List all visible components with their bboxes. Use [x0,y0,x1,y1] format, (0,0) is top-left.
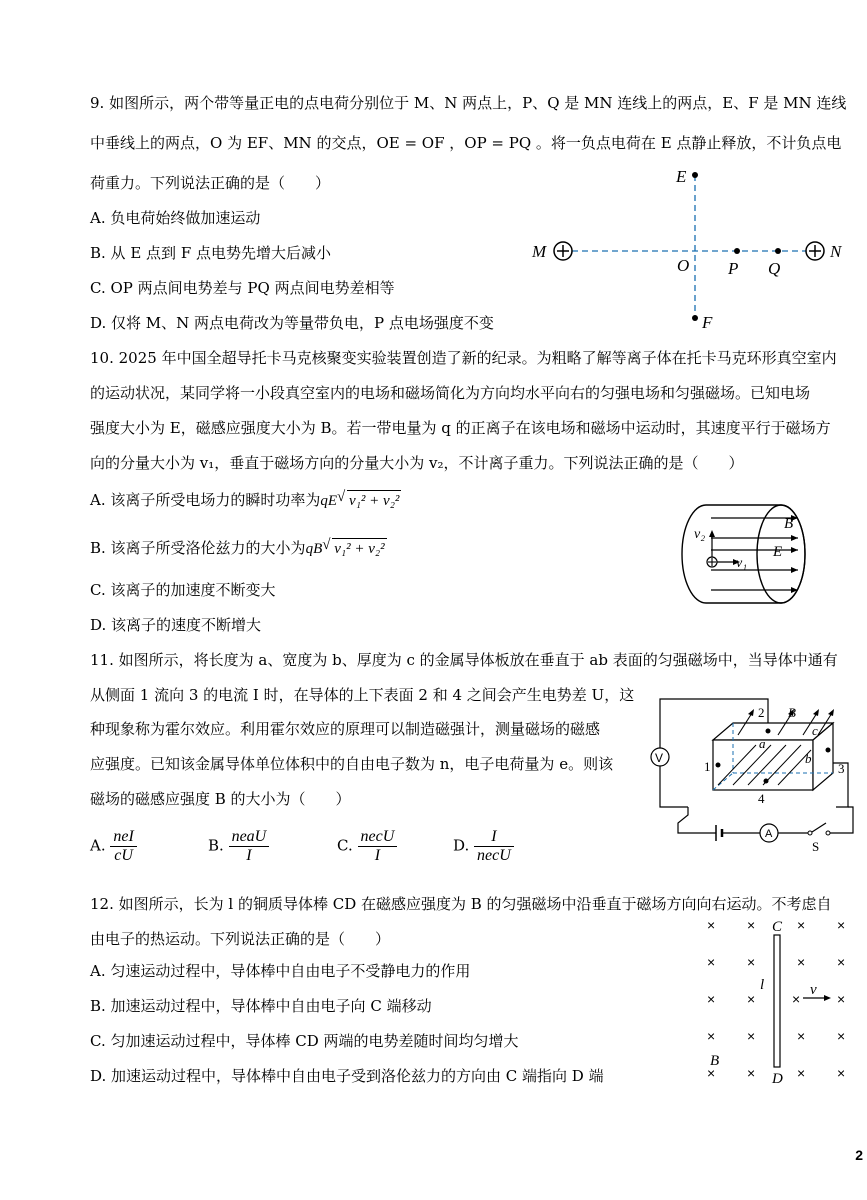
svg-text:×: × [747,917,756,933]
q10-option-a-text: A. 该离子所受电场力的瞬时功率为 [90,491,321,509]
svg-text:D: D [772,1071,783,1087]
q11-option-c: C. $\frac{\text{necU}}{I}$ [337,828,397,865]
svg-text:×: × [707,1028,716,1044]
svg-text:3: 3 [838,761,845,776]
label-o: O [677,256,690,275]
label-q: Q [768,259,781,278]
q12-stem-line1: 12. 如图所示，长为 l 的铜质导体棒 CD 在磁感应强度为 B 的匀强磁场中沿垂直于磁场方向向右运动。不考虑自 [90,895,832,913]
svg-text:×: × [707,1065,716,1081]
q11-option-a: A. $\frac{\text{neI}}{cU}$ [90,828,137,865]
svg-text:×: × [837,991,846,1007]
svg-text:×: × [707,954,716,970]
switch-icon [808,823,830,835]
label-m: M [532,242,547,261]
page-number: 2 [855,1147,863,1163]
q10-option-d: D. 该离子的速度不断增大 [90,616,262,634]
svg-text:×: × [792,991,801,1007]
svg-text:×: × [707,991,716,1007]
charge-m-icon [554,242,572,260]
q9-stem-line3: 荷重力。下列说法正确的是（ ） [90,174,331,192]
q12-option-c: C. 匀加速运动过程中，导体棒 CD 两端的电势差随时间均匀增大 [90,1032,519,1050]
q10-stem-line1: 10. 2025 年中国全超导托卡马克核聚变实验装置创造了新的纪录。为粗略了解等离子体在托卡马克环形真空室内 [90,349,837,367]
point-e [692,172,698,178]
q10-option-b-text: B. 该离子所受洛伦兹力的大小为 [90,539,306,557]
q10-option-a [90,490,401,511]
q10-figure-cylinder [676,500,816,610]
q11-stem-line1: 11. 如图所示，将长度为 a、宽度为 b、厚度为 c 的金属导体板放在垂直于 ab 表面的匀强磁场中，当导体中通有 [90,651,838,669]
q10-stem-line2: 的运动状况，某同学将一小段真空室内的电场和磁场简化为方向均水平向右的匀强电场和匀强磁场。已知电场 [90,384,811,402]
svg-text:×: × [747,954,756,970]
svg-text:×: × [837,917,846,933]
label-f: F [702,313,713,332]
q9-option-b: B. 从 E 点到 F 点电势先增大后减小 [90,244,331,262]
label-v1: v₁ [736,556,748,571]
q10-option-a-expr: qE [320,493,338,509]
svg-text:4: 4 [758,791,765,806]
q9-stem-line2: 中垂线上的两点，O 为 EF、MN 的交点，OE = OF ，OP = PQ 。将一负点电荷在 E 点静止释放，不计负点电 [90,134,842,152]
svg-text:×: × [747,991,756,1007]
svg-text:×: × [797,954,806,970]
voltmeter-icon [651,748,669,766]
q9-option-a: A. 负电荷始终做加速运动 [90,209,261,227]
label-n: N [830,242,842,261]
svg-text:V: V [655,751,664,765]
svg-text:C: C [772,919,783,935]
q10-stem-line3: 强度大小为 E，磁感应强度大小为 B。若一带电量为 q 的正离子在该电场和磁场中运动时，其速度平行于磁场方 [90,419,831,437]
q9-option-d: D. 仅将 M、N 两点电荷改为等量带负电，P 点电场强度不变 [90,314,494,332]
q10-option-b-expr: qB [305,541,323,557]
svg-text:A: A [765,828,773,840]
svg-text:×: × [747,1028,756,1044]
svg-text:1: 1 [704,759,711,774]
q12-option-b: B. 加速运动过程中，导体棒中自由电子向 C 端移动 [90,997,432,1015]
point-p [734,248,740,254]
svg-text:×: × [797,917,806,933]
q11-stem-line4: 应强度。已知该金属导体单位体积中的自由电子数为 n，电子电荷量为 e。则该 [90,755,614,773]
label-e: E [773,544,783,560]
q11-stem-line2: 从侧面 1 流向 3 的电流 I 时，在导体的上下表面 2 和 4 之间会产生电势差 U，这 [90,686,635,704]
svg-text:×: × [837,954,846,970]
q10-option-c: C. 该离子的加速度不断变大 [90,581,276,599]
q12-option-a: A. 匀速运动过程中，导体棒中自由电子不受静电力的作用 [90,962,471,980]
svg-text:S: S [812,839,820,854]
q11-option-d: D. $\frac{I}{\text{necU}}$ [453,828,514,865]
charge-n-icon [806,242,824,260]
label-p: P [728,259,739,278]
q10-option-a-sqrt: √ v₁² + v₂² [337,489,400,509]
label-e: E [676,167,687,186]
q11-stem-line5: 磁场的磁感应强度 B 的大小为（ ） [90,790,351,808]
svg-text:a: a [759,736,766,751]
svg-text:×: × [797,1028,806,1044]
label-b: B [784,516,794,532]
q12-figure-magnetic-field [700,915,860,1085]
label-v2: v₂ [694,527,706,542]
q11-option-b: B. $\frac{\text{neaU}}{I}$ [208,828,269,865]
ammeter-icon [760,824,778,842]
svg-text:×: × [837,1065,846,1081]
svg-text:c: c [812,723,818,738]
svg-text:2: 2 [758,705,765,720]
svg-text:×: × [837,1028,846,1044]
q9-stem-line1: 9. 如图所示，两个带等量正电的点电荷分别位于 M、N 两点上，P、Q 是 MN 连线上的两点，E、F 是 MN 连线 [90,94,847,112]
svg-text:B: B [788,705,796,720]
svg-text:×: × [707,917,716,933]
svg-text:B: B [710,1053,720,1069]
q12-stem-line2: 由电子的热运动。下列说法正确的是（ ） [90,930,391,948]
q9-option-c: C. OP 两点间电势差与 PQ 两点间电势差相等 [90,279,395,297]
q10-stem-line4: 向的分量大小为 v₁，垂直于磁场方向的分量大小为 v₂，不计离子重力。下列说法正确的是（ ） [90,454,744,472]
svg-text:v: v [810,982,817,998]
point-q [775,248,781,254]
q11-stem-line3: 种现象称为霍尔效应。利用霍尔效应的原理可以制造磁强计，测量磁场的磁感 [90,720,601,738]
q9-figure-charges [520,160,860,330]
svg-text:b: b [805,751,812,766]
conductor-rod [774,935,780,1067]
svg-text:×: × [747,1065,756,1081]
q10-option-b [90,538,387,559]
q10-option-b-sqrt: √ v₁² + v₂² [322,537,385,557]
q11-figure-hall-effect [648,695,863,855]
svg-text:l: l [760,977,765,993]
q12-option-d: D. 加速运动过程中，导体棒中自由电子受到洛伦兹力的方向由 C 端指向 D 端 [90,1067,604,1085]
point-f [692,315,698,321]
svg-text:×: × [797,1065,806,1081]
positive-ion-icon [707,557,717,567]
